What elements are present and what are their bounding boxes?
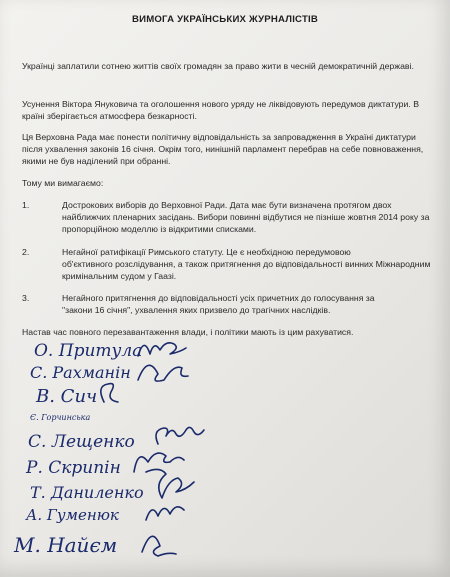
demand-number: 3. [22, 293, 30, 303]
signature-scribble [146, 507, 184, 520]
signature-name: А. Гуменюк [26, 506, 119, 524]
signature-name: С. Лещенко [28, 432, 135, 452]
signature-name: Т. Даниленко [30, 483, 144, 502]
signature-name: С. Рахманін [30, 363, 131, 382]
signature-scribble [156, 427, 204, 444]
paragraph-2: Усунення Віктора Януковича та оголошення нового уряду не ліквідовують передумов диктатури. В країні зберігається атмосфера безкарності. [22, 99, 419, 121]
signature-scribble [142, 536, 176, 556]
signature-name: Є. Горчинська [30, 413, 91, 422]
paragraph-3: Ця Верховна Рада має понести політичну відповідальність за запровадження в Україні диктатури після ухвалення законів 16 січня. Окрім того, нинішній парламент перебрав на себе повноваження, якими не був наділений при обранні. [22, 132, 424, 166]
demand-number: 1. [22, 200, 30, 210]
paragraph-4: Тому ми вимагаємо: [22, 178, 104, 188]
signature-name: Р. Скрипін [26, 458, 121, 478]
demand-rest: об'єктивного розслідування, а також притягнення до відповідальності винних Міжнародним кримінальним судом у Гаазі. [62, 259, 431, 281]
closing-statement: Настав час повного перезавантаження влади, і політики мають із цим рахуватися. [22, 327, 354, 337]
demand-rest: найближчих пленарних засідань. Вибори повинні відбутися не пізніше жовтня 2014 року за пропорційною моделлю із відкритими списками. [62, 212, 430, 234]
document-title: ВИМОГА УКРАЇНСЬКИХ ЖУРНАЛІСТІВ [131, 14, 319, 25]
demand-number: 2. [22, 247, 30, 257]
signature-scribble [138, 343, 186, 356]
signature-scribble [101, 384, 118, 402]
demand-first-line: Дострокових виборів до Верховної Ради. Дата має бути визначена протягом двох [62, 200, 392, 210]
signature-name: М. Найєм [14, 533, 118, 557]
demand-rest: "закони 16 січня", ухвалення яких призвело до трагічних наслідків. [62, 305, 331, 315]
demand-first-line: Негайної ратифікації Римського статуту. Це є необхідною передумовою [62, 247, 351, 257]
signature-name: В. Сич [36, 386, 98, 407]
signature-scribble [138, 365, 188, 381]
paragraph-1: Українці заплатили сотнею життів своїх громадян за право жити в чесній демократичній державі. [22, 61, 414, 71]
demand-first-line: Негайного притягнення до відповідальності усіх причетних до голосування за [62, 293, 375, 303]
signature-name: О. Притула [34, 341, 143, 361]
signature-scribble [146, 469, 194, 498]
